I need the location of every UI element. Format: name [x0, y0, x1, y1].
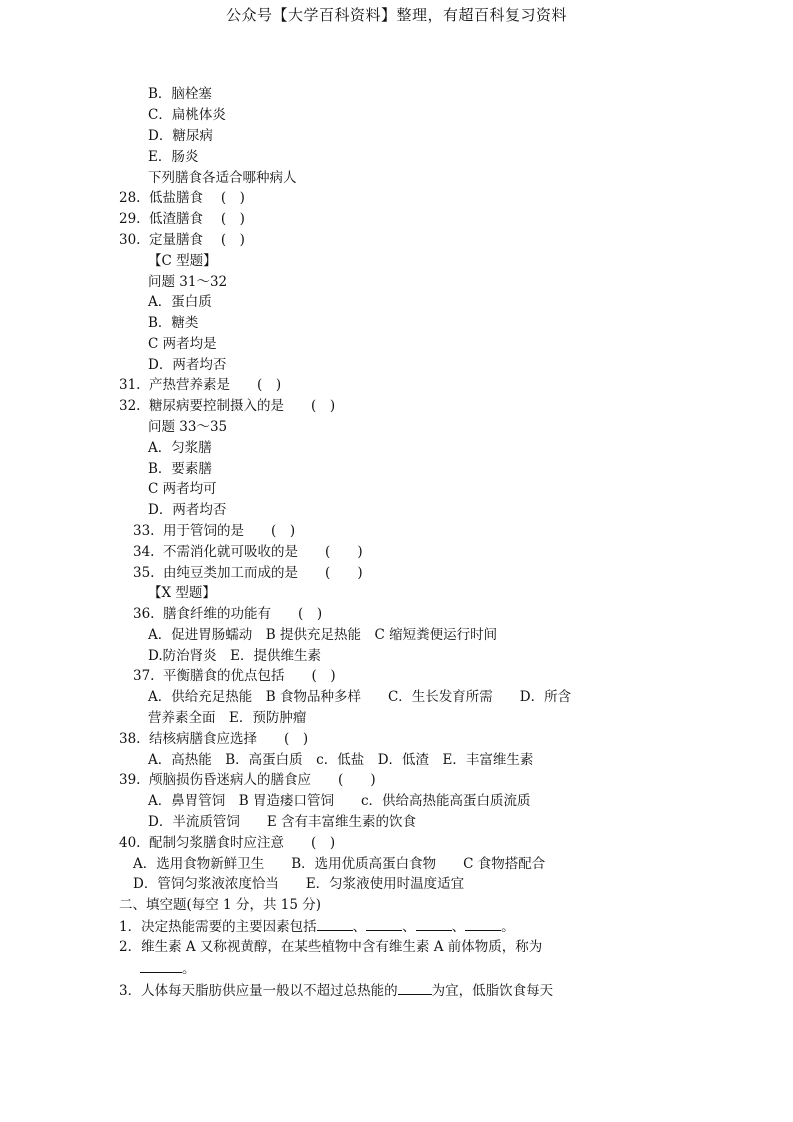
option-d-line: D．两者均否 — [148, 502, 227, 518]
option-a-line: A．蛋白质 — [148, 294, 212, 310]
question-39-options-2: D．半流质管饲 E 含有丰富维生素的饮食 — [148, 814, 416, 830]
answer-blank[interactable] — [140, 958, 182, 973]
answer-blank[interactable] — [398, 980, 432, 995]
option-d-line: D．糖尿病 — [148, 128, 213, 144]
option-c-line: C 两者均可 — [148, 481, 217, 497]
question-30: 30. 定量膳食 ( ) — [119, 232, 245, 248]
answer-blank[interactable] — [317, 916, 353, 931]
fill-question-2: 2．维生素 A 又称视黄醇，在某些植物中含有维生素 A 前体物质，称为 — [119, 939, 543, 955]
option-a-line: A．匀浆膳 — [148, 440, 212, 456]
section-c-type: 【C 型题】 — [148, 253, 217, 269]
fill-3-prefix: 3．人体每天脂肪供应量一般以不超过总热能的 — [119, 983, 398, 999]
question-36-options-1: A．促进胃肠蠕动 B 提供充足热能 C 缩短粪便运行时间 — [148, 627, 498, 643]
option-b-line: B．要素膳 — [148, 461, 212, 477]
question-38-options: A．高热能 B．高蛋白质 c．低盐 D．低渣 E．丰富维生素 — [148, 752, 534, 768]
question-29: 29. 低渣膳食 ( ) — [119, 211, 245, 227]
answer-blank[interactable] — [416, 916, 452, 931]
question-39-options-1: A．鼻胃管饲 B 胃造瘘口管饲 c．供给高热能高蛋白质流质 — [148, 793, 531, 809]
question-37-options-2: 营养素全面 E．预防肿瘤 — [148, 710, 307, 726]
question-34: 34. 不需消化就可吸收的是 ( ) — [133, 544, 363, 560]
question-37-options-1: A．供给充足热能 B 食物品种多样 C．生长发育所需 D．所含 — [148, 689, 572, 705]
question-40: 40. 配制匀浆膳食时应注意 ( ) — [119, 835, 336, 851]
option-e-line: E．肠炎 — [148, 149, 199, 165]
fill-1-sep: 、 — [451, 919, 466, 935]
question-40-options-2: D．管饲匀浆液浓度恰当 E．匀浆液使用时温度适宜 — [133, 876, 465, 892]
option-d-line: D．两者均否 — [148, 357, 227, 373]
fill-3-suffix: 为宜，低脂饮食每天 — [431, 983, 554, 999]
question-31: 31. 产热营养素是 ( ) — [119, 377, 282, 393]
question-32: 32. 糖尿病要控制摄入的是 ( ) — [119, 398, 336, 414]
problem-31-32: 问题 31～32 — [148, 274, 228, 290]
fill-question-1 — [119, 916, 515, 936]
answer-blank[interactable] — [366, 916, 402, 931]
question-28: 28. 低盐膳食 ( ) — [119, 190, 245, 206]
section-x-type: 【X 型题】 — [148, 585, 216, 601]
option-c-line: C 两者均是 — [148, 336, 217, 352]
page-header: 公众号【大学百科资料】整理，有超百科复习资料 — [225, 6, 567, 24]
question-40-options-1: A．选用食物新鲜卫生 B．选用优质高蛋白食物 C 食物搭配合 — [133, 856, 546, 872]
fill-1-sep: 、 — [352, 919, 367, 935]
question-38: 38. 结核病膳食应选择 ( ) — [119, 731, 309, 747]
section-fill-blank: 二、填空题(每空 1 分，共 15 分) — [119, 897, 321, 913]
fill-2-end: 。 — [182, 961, 196, 977]
option-b-line: B．糖类 — [148, 315, 199, 331]
option-c-line: C．扁桃体炎 — [148, 107, 226, 123]
problem-33-35: 问题 33～35 — [148, 419, 228, 435]
question-35: 35. 由纯豆类加工而成的是 ( ) — [133, 565, 363, 581]
option-b-line: B．脑栓塞 — [148, 86, 212, 102]
question-36: 36. 膳食纤维的功能有 ( ) — [133, 606, 323, 622]
fill-1-end: 。 — [501, 919, 515, 935]
fill-1-prefix: 1．决定热能需要的主要因素包括 — [119, 919, 317, 935]
answer-blank[interactable] — [465, 916, 501, 931]
question-33: 33. 用于管饲的是 ( ) — [133, 523, 296, 539]
fill-question-2-cont — [140, 958, 196, 978]
fill-1-sep: 、 — [402, 919, 416, 935]
fill-question-3 — [119, 980, 553, 1000]
question-37: 37. 平衡膳食的优点包括 ( ) — [133, 668, 336, 684]
question-39: 39. 颅脑损伤昏迷病人的膳食应 ( ) — [119, 772, 376, 788]
question-36-options-2: D.防治肾炎 E．提供维生素 — [148, 648, 321, 664]
instruction-line: 下列膳食各适合哪种病人 — [148, 170, 297, 186]
